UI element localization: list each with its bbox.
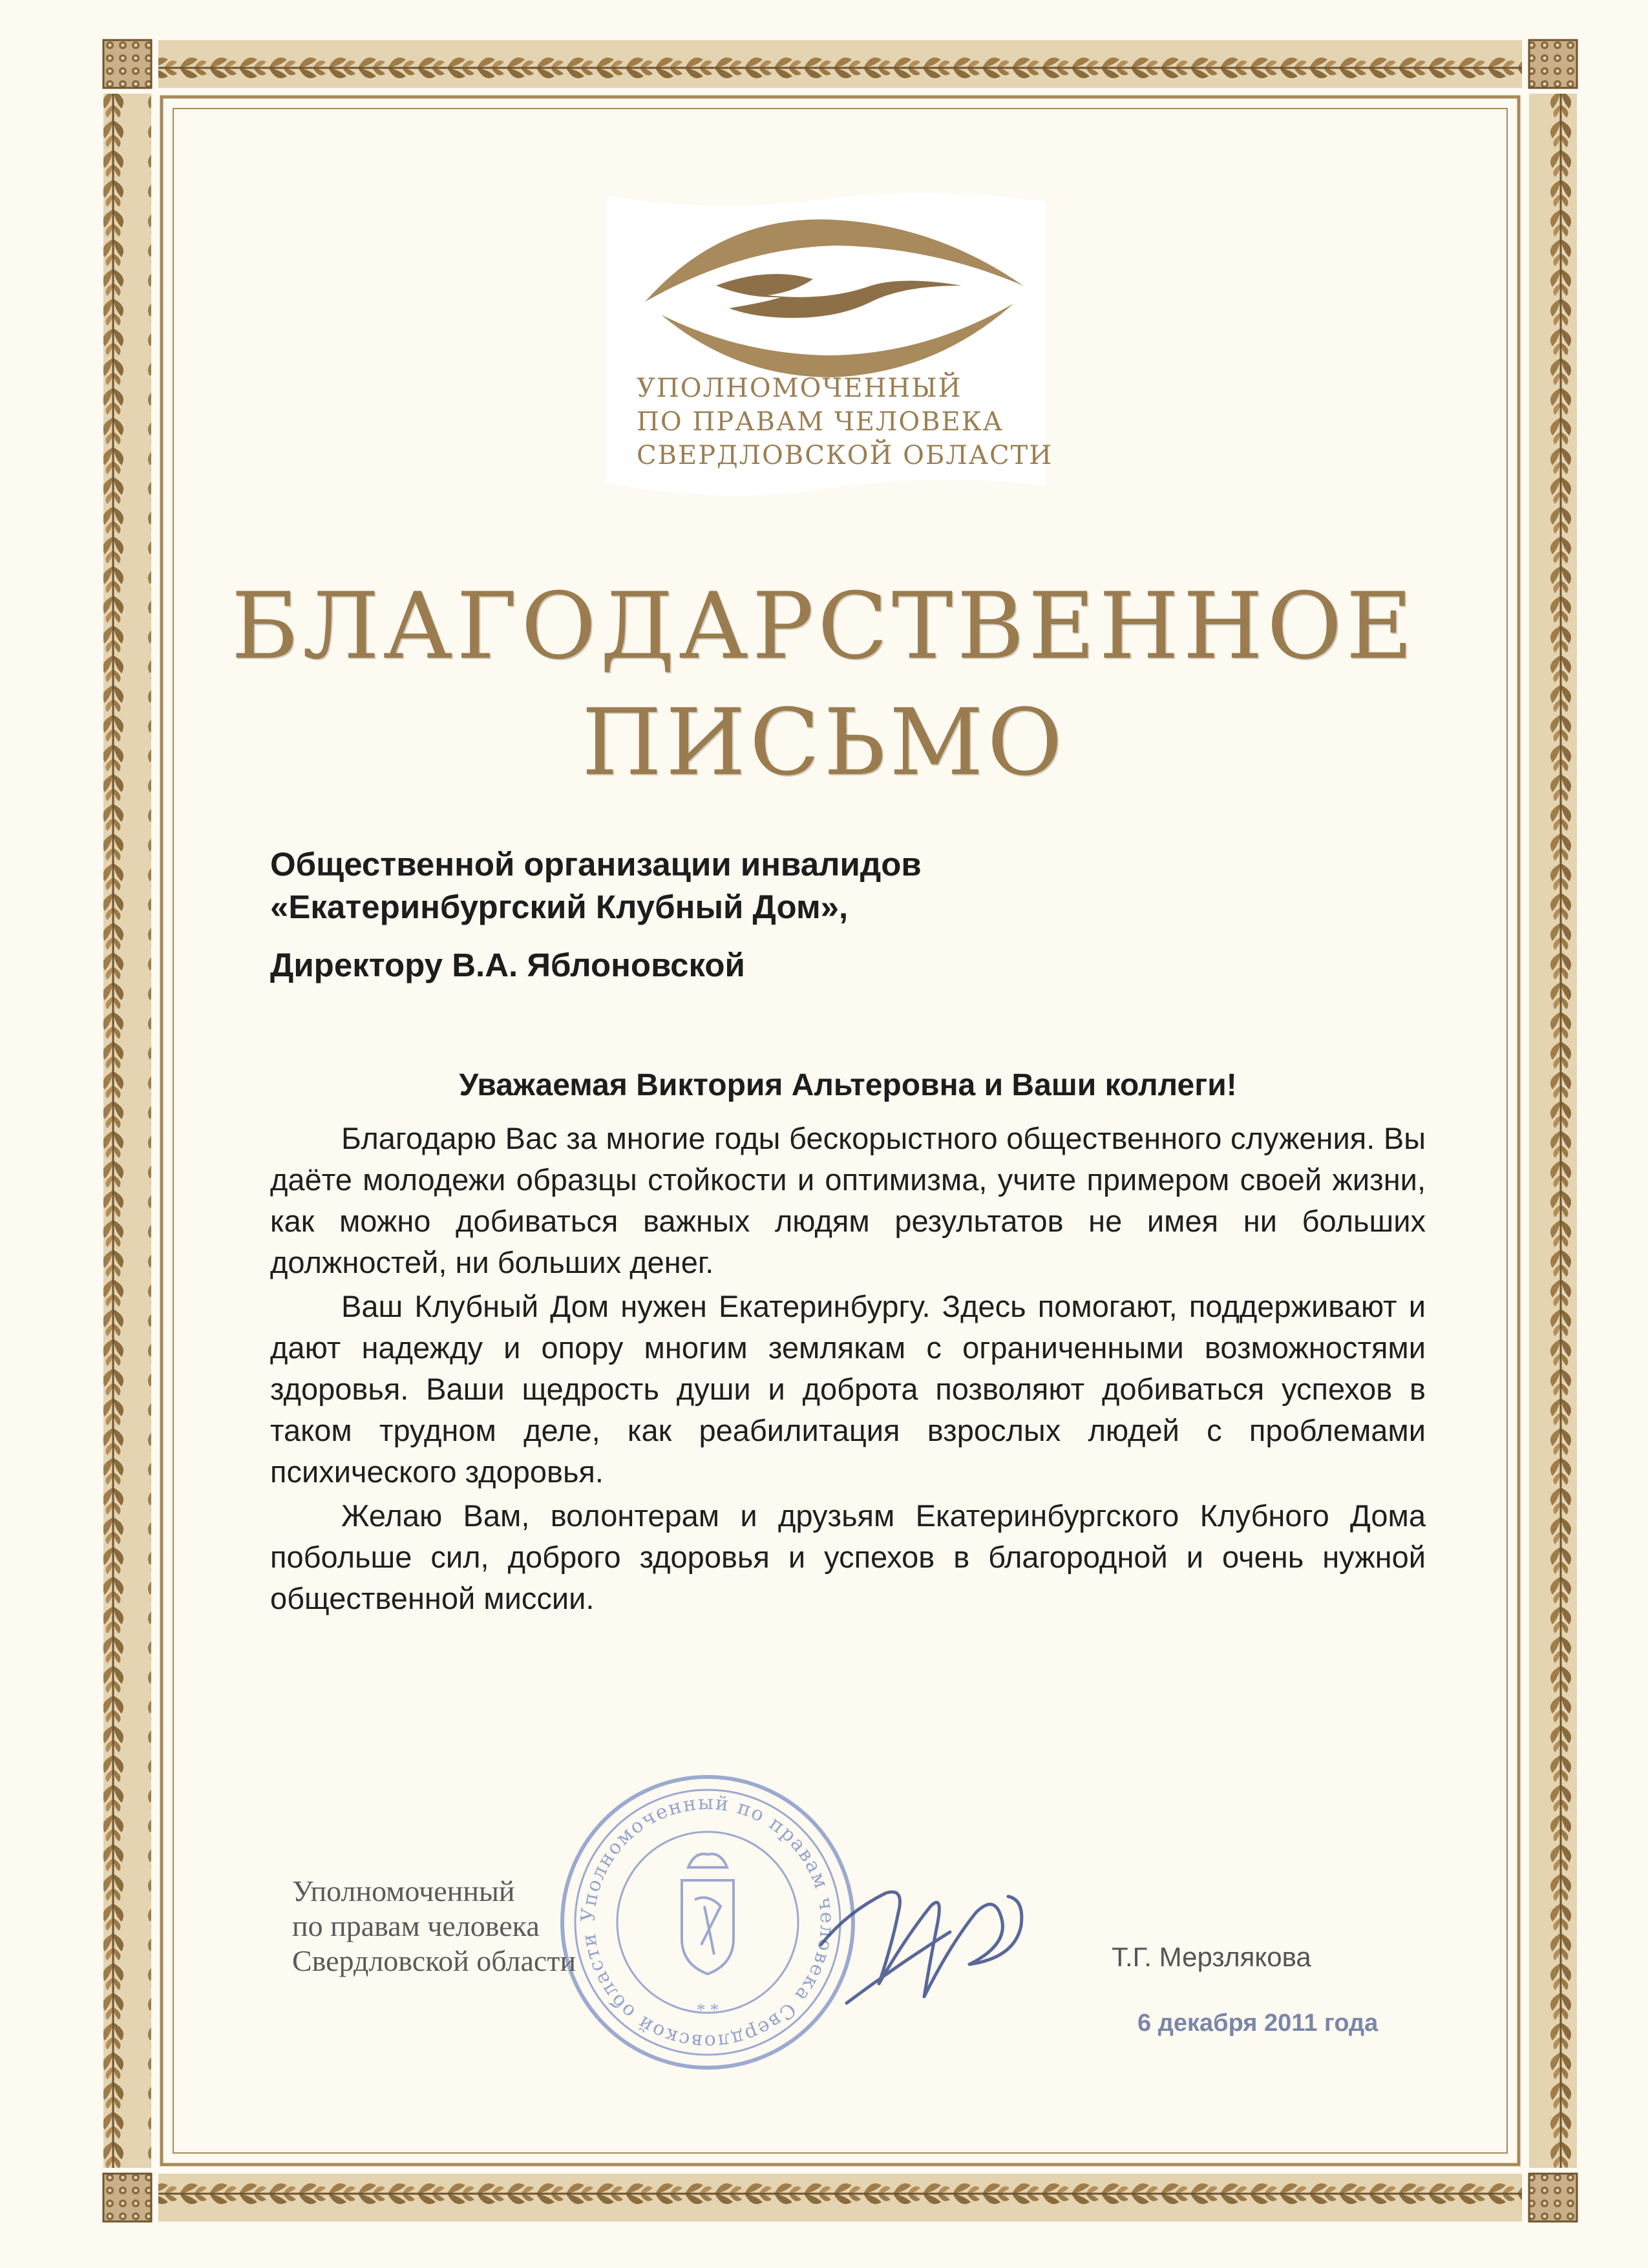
addressee-director: Директору В.А. Яблоновской [270, 947, 745, 983]
logo-line-3: СВЕРДЛОВСКОЙ ОБЛАСТИ [637, 441, 1053, 470]
addressee-organization-name: «Екатеринбургский Клубный Дом», [270, 888, 849, 925]
addressee-organization: Общественной организации инвалидов [270, 846, 922, 883]
signatory-title-line-1: Уполномоченный [292, 1874, 515, 1907]
greeting: Уважаемая Виктория Альтеровна и Ваши коллеги! [459, 1068, 1237, 1102]
logo-line-2: ПО ПРАВАМ ЧЕЛОВЕКА [637, 407, 1004, 437]
handwritten-signature [808, 1835, 1079, 2029]
signatory-name: Т.Г. Мерзлякова [1112, 1942, 1311, 1972]
body-paragraph-1: Благодарю Вас за многие годы бескорыстного общественного служения. Вы даёте молодежи образцы стойкости и оптимизма, учите примером своей жизни, как можно добиваться важных людям результатов не имея ни больших должностей, ни больших денег. [270, 1121, 1426, 1279]
seal-ring-text: Уполномоченный по правам человека Свердловской области [576, 1791, 839, 2053]
letter-body [270, 1118, 1426, 1622]
letter-date: 6 декабря 2011 года [1137, 2010, 1379, 2037]
body-paragraph-2: Ваш Клубный Дом нужен Екатеринбургу. Здесь помогают, поддерживают и дают надежду и опору многим землякам с ограниченными возможностями здоровья. Ваши щедрость души и доброта позволяют добиваться успехов в таком трудном деле, как реабилитация взрослых людей с проблемами психического здоровья. [270, 1289, 1426, 1489]
body-paragraph-3: Желаю Вам, волонтерам и друзьям Екатеринбургского Клубного Дома побольше сил, доброго здоровья и успехов в благородной и очень нужной общественной миссии. [270, 1498, 1426, 1615]
title-line-2: ПИСЬМО [582, 689, 1066, 796]
addressee-block [270, 843, 1433, 987]
signatory-title-line-3: Свердловской области [292, 1944, 576, 1977]
logo-line-1: УПОЛНОМОЧЕННЫЙ [637, 373, 962, 403]
title-line-1: БЛАГОДАРСТВЕННОЕ [231, 573, 1417, 680]
logo-caption [637, 372, 1053, 472]
signatory-title-line-2: по правам человека [292, 1909, 540, 1942]
document-title [168, 569, 1480, 801]
signatory-title [292, 1874, 745, 1979]
svg-text:* *: * * [696, 2000, 719, 2021]
